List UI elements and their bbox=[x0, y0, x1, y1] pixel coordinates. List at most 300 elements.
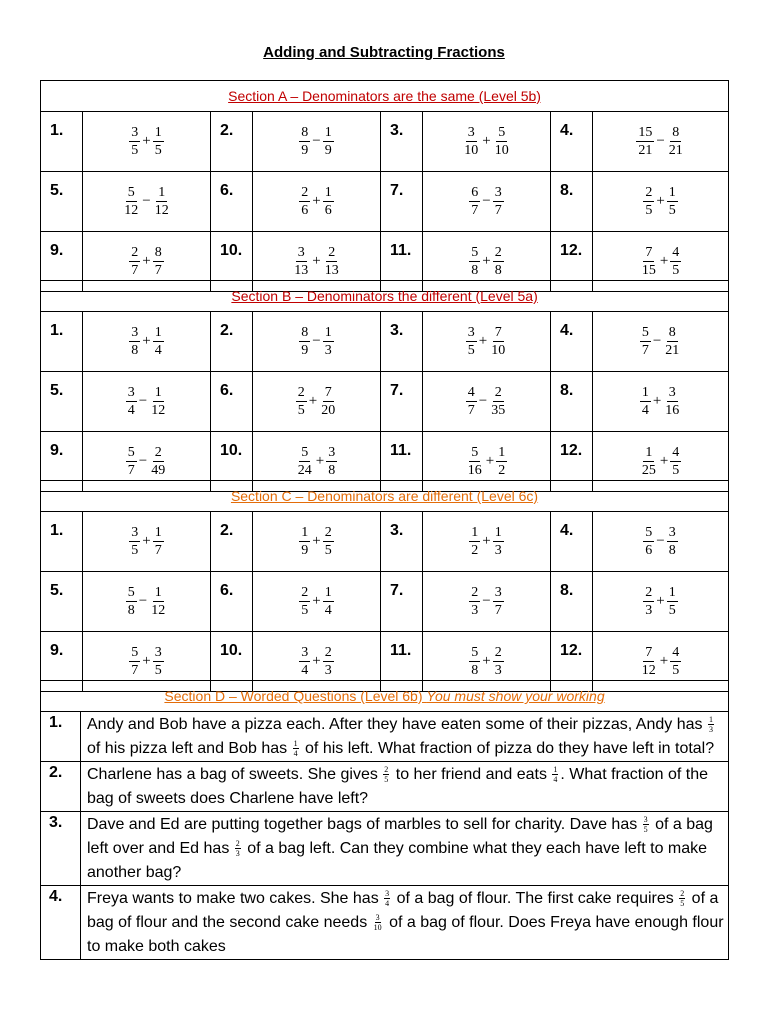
denominator: 12 bbox=[641, 663, 656, 678]
denominator: 13 bbox=[294, 263, 309, 278]
numerator: 1 bbox=[668, 185, 676, 200]
fraction bbox=[469, 245, 480, 278]
problem-number: 3. bbox=[381, 112, 423, 172]
operator: + bbox=[478, 333, 488, 349]
problem-expression bbox=[83, 372, 211, 432]
fraction bbox=[670, 645, 681, 678]
problem-expression bbox=[83, 312, 211, 372]
numerator: 2 bbox=[324, 645, 332, 660]
numerator: 1 bbox=[324, 125, 332, 140]
numerator: 1 bbox=[293, 739, 298, 749]
problem-number: 7. bbox=[381, 572, 423, 632]
section-d-table bbox=[40, 680, 729, 960]
numerator: 5 bbox=[471, 445, 479, 460]
operator: + bbox=[312, 193, 321, 209]
operator: − bbox=[482, 193, 491, 209]
denominator: 3 bbox=[471, 603, 479, 618]
problem-expression bbox=[593, 112, 729, 172]
problem-number: 6. bbox=[211, 572, 253, 632]
operator: − bbox=[312, 333, 321, 349]
fraction bbox=[299, 125, 310, 158]
section-c-table bbox=[40, 480, 729, 692]
numerator: 1 bbox=[645, 445, 653, 460]
section-header: Section B – Denominators the different (Level 5a) bbox=[41, 281, 729, 312]
numerator: 2 bbox=[645, 185, 653, 200]
fraction bbox=[122, 185, 140, 218]
denominator: 49 bbox=[151, 463, 166, 478]
problem-number: 11. bbox=[381, 632, 423, 692]
problem-expression bbox=[593, 172, 729, 232]
numerator: 7 bbox=[645, 645, 653, 660]
denominator: 35 bbox=[491, 403, 506, 418]
operator: + bbox=[312, 253, 321, 269]
operator: + bbox=[482, 653, 491, 669]
problem-number: 9. bbox=[41, 432, 83, 492]
problem-expression bbox=[423, 512, 551, 572]
denominator: 5 bbox=[668, 203, 676, 218]
numerator: 3 bbox=[131, 125, 139, 140]
section-a-table bbox=[40, 80, 729, 292]
numerator: 8 bbox=[672, 125, 680, 140]
operator: + bbox=[312, 653, 321, 669]
fraction bbox=[323, 125, 334, 158]
numerator: 4 bbox=[672, 645, 680, 660]
problem-expression bbox=[83, 512, 211, 572]
numerator: 8 bbox=[301, 325, 309, 340]
numerator: 5 bbox=[127, 585, 135, 600]
problem-number: 4. bbox=[551, 112, 593, 172]
numerator: 1 bbox=[708, 715, 713, 725]
numerator: 2 bbox=[384, 765, 389, 775]
operator: + bbox=[142, 133, 151, 149]
operator: + bbox=[485, 453, 495, 469]
numerator: 6 bbox=[471, 185, 479, 200]
fraction bbox=[469, 185, 480, 218]
operator: + bbox=[659, 253, 669, 269]
problem-number: 1. bbox=[41, 112, 83, 172]
denominator: 3 bbox=[324, 663, 332, 678]
numerator: 3 bbox=[301, 645, 309, 660]
fraction bbox=[636, 125, 654, 158]
denominator: 21 bbox=[668, 143, 683, 158]
fraction bbox=[667, 585, 678, 618]
numerator: 8 bbox=[301, 125, 309, 140]
fraction bbox=[126, 385, 137, 418]
problem-expression bbox=[593, 312, 729, 372]
fraction bbox=[129, 525, 140, 558]
problem-number: 1. bbox=[41, 512, 83, 572]
denominator: 6 bbox=[324, 203, 332, 218]
denominator: 3 bbox=[494, 543, 502, 558]
denominator: 12 bbox=[124, 203, 139, 218]
question-text: Andy and Bob have a pizza each. After they have eaten some of their pizzas, Andy has $\frac{1}{3}$ of his pizza left and Bob has $\frac{1}{4}$ of his left. What fraction of pizza do they have left in total? bbox=[81, 712, 729, 762]
fraction bbox=[667, 125, 685, 158]
denominator: 9 bbox=[301, 343, 309, 358]
denominator: 5 bbox=[680, 899, 685, 909]
problem-expression bbox=[423, 172, 551, 232]
problem-number: 2. bbox=[211, 512, 253, 572]
numerator: 2 bbox=[680, 889, 685, 899]
fraction bbox=[643, 185, 654, 218]
numerator: 7 bbox=[645, 245, 653, 260]
fraction bbox=[149, 385, 167, 418]
denominator: 4 bbox=[154, 343, 162, 358]
numerator: 1 bbox=[301, 525, 309, 540]
numerator: 3 bbox=[385, 889, 390, 899]
denominator: 8 bbox=[471, 663, 479, 678]
denominator: 21 bbox=[665, 343, 680, 358]
fraction bbox=[126, 585, 137, 618]
fraction bbox=[323, 245, 341, 278]
denominator: 5 bbox=[297, 403, 305, 418]
denominator: 7 bbox=[471, 203, 479, 218]
numerator: 3 bbox=[375, 913, 380, 923]
denominator: 5 bbox=[131, 543, 139, 558]
problem-number: 4. bbox=[551, 312, 593, 372]
problem-number: 8. bbox=[551, 372, 593, 432]
numerator: 3 bbox=[467, 325, 475, 340]
fraction bbox=[493, 185, 504, 218]
operator: − bbox=[312, 133, 321, 149]
problem-number: 2. bbox=[211, 312, 253, 372]
fraction bbox=[126, 445, 137, 478]
denominator: 3 bbox=[324, 343, 332, 358]
problem-number: 10. bbox=[211, 632, 253, 692]
denominator: 4 bbox=[301, 663, 309, 678]
page-title: Adding and Subtracting Fractions bbox=[263, 44, 505, 61]
problem-expression bbox=[423, 112, 551, 172]
denominator: 7 bbox=[467, 403, 475, 418]
problem-number: 10. bbox=[211, 432, 253, 492]
problem-expression bbox=[253, 112, 381, 172]
problem-number: 10. bbox=[211, 232, 253, 292]
numerator: 2 bbox=[494, 245, 502, 260]
fraction bbox=[153, 185, 171, 218]
fraction bbox=[129, 645, 140, 678]
denominator: 5 bbox=[154, 663, 162, 678]
operator: + bbox=[142, 653, 151, 669]
denominator: 5 bbox=[467, 343, 475, 358]
fraction bbox=[383, 765, 389, 784]
denominator: 5 bbox=[668, 603, 676, 618]
problem-number: 9. bbox=[41, 632, 83, 692]
denominator: 3 bbox=[645, 603, 653, 618]
fraction bbox=[319, 385, 337, 418]
question-number: 1. bbox=[41, 712, 81, 762]
denominator: 9 bbox=[301, 543, 309, 558]
denominator: 12 bbox=[151, 403, 166, 418]
denominator: 8 bbox=[494, 263, 502, 278]
denominator: 2 bbox=[471, 543, 479, 558]
fraction bbox=[670, 245, 681, 278]
fraction bbox=[640, 385, 651, 418]
denominator: 7 bbox=[127, 463, 135, 478]
problem-expression bbox=[83, 572, 211, 632]
operator: − bbox=[142, 193, 151, 209]
problem-number: 5. bbox=[41, 372, 83, 432]
question-text: Charlene has a bag of sweets. She gives $\frac{2}{5}$ to her friend and eats $\frac{1}{4}$ . What fraction of the bag of sweets does Charlene have left? bbox=[81, 762, 729, 812]
denominator: 7 bbox=[494, 603, 502, 618]
fraction bbox=[299, 585, 310, 618]
denominator: 7 bbox=[154, 263, 162, 278]
fraction bbox=[129, 125, 140, 158]
numerator: 5 bbox=[131, 645, 139, 660]
numerator: 3 bbox=[127, 385, 135, 400]
denominator: 4 bbox=[641, 403, 649, 418]
numerator: 5 bbox=[498, 125, 506, 140]
problem-number: 9. bbox=[41, 232, 83, 292]
fraction bbox=[493, 645, 504, 678]
numerator: 4 bbox=[672, 245, 680, 260]
numerator: 1 bbox=[154, 325, 162, 340]
problem-number: 3. bbox=[381, 512, 423, 572]
fraction bbox=[129, 245, 140, 278]
numerator: 5 bbox=[301, 445, 309, 460]
fraction bbox=[640, 245, 658, 278]
problem-number: 7. bbox=[381, 372, 423, 432]
question-row bbox=[41, 762, 729, 812]
fraction bbox=[296, 445, 314, 478]
question-number: 4. bbox=[41, 886, 81, 960]
operator: + bbox=[656, 193, 665, 209]
numerator: 1 bbox=[324, 325, 332, 340]
denominator: 5 bbox=[324, 543, 332, 558]
problem-row bbox=[41, 112, 729, 172]
question-text: Dave and Ed are putting together bags of marbles to sell for charity. Dave has $\frac{3}{5}$ of a bag left over and Ed has $\frac{2}{3}$ of a bag left. Can they combine what they each have left to make another bag? bbox=[81, 812, 729, 886]
problem-number: 12. bbox=[551, 432, 593, 492]
numerator: 1 bbox=[494, 525, 502, 540]
numerator: 1 bbox=[471, 525, 479, 540]
problem-number: 6. bbox=[211, 372, 253, 432]
operator: + bbox=[482, 533, 491, 549]
numerator: 1 bbox=[154, 585, 162, 600]
fraction bbox=[153, 125, 164, 158]
fraction bbox=[293, 739, 299, 758]
problem-number: 1. bbox=[41, 312, 83, 372]
fraction bbox=[466, 445, 484, 478]
numerator: 3 bbox=[494, 585, 502, 600]
operator: − bbox=[138, 393, 148, 409]
numerator: 3 bbox=[131, 325, 139, 340]
operator: − bbox=[478, 393, 488, 409]
denominator: 10 bbox=[373, 923, 382, 933]
denominator: 10 bbox=[491, 343, 506, 358]
denominator: 16 bbox=[467, 463, 482, 478]
numerator: 1 bbox=[553, 765, 558, 775]
denominator: 7 bbox=[154, 543, 162, 558]
denominator: 5 bbox=[672, 663, 680, 678]
numerator: 1 bbox=[154, 125, 162, 140]
numerator: 2 bbox=[297, 385, 305, 400]
fraction bbox=[323, 585, 334, 618]
denominator: 10 bbox=[494, 143, 509, 158]
problem-row bbox=[41, 572, 729, 632]
question-row bbox=[41, 886, 729, 960]
problem-expression bbox=[253, 512, 381, 572]
fraction bbox=[670, 445, 681, 478]
problem-row bbox=[41, 512, 729, 572]
fraction bbox=[643, 815, 649, 834]
denominator: 12 bbox=[154, 203, 169, 218]
problem-expression bbox=[593, 372, 729, 432]
denominator: 13 bbox=[324, 263, 339, 278]
problem-number: 12. bbox=[551, 232, 593, 292]
problem-expression bbox=[83, 172, 211, 232]
operator: + bbox=[656, 593, 665, 609]
problem-number: 7. bbox=[381, 172, 423, 232]
problem-number: 12. bbox=[551, 632, 593, 692]
numerator: 2 bbox=[494, 645, 502, 660]
denominator: 3 bbox=[494, 663, 502, 678]
denominator: 6 bbox=[301, 203, 309, 218]
denominator: 5 bbox=[384, 775, 389, 785]
operator: + bbox=[652, 393, 662, 409]
fraction bbox=[299, 525, 310, 558]
fraction bbox=[493, 585, 504, 618]
operator: − bbox=[652, 333, 662, 349]
fraction bbox=[235, 839, 241, 858]
denominator: 8 bbox=[127, 603, 135, 618]
problem-expression bbox=[423, 572, 551, 632]
fraction bbox=[299, 325, 310, 358]
numerator: 8 bbox=[154, 245, 162, 260]
fraction bbox=[493, 125, 511, 158]
denominator: 10 bbox=[464, 143, 479, 158]
numerator: 3 bbox=[154, 645, 162, 660]
numerator: 7 bbox=[324, 385, 332, 400]
numerator: 2 bbox=[494, 385, 502, 400]
denominator: 7 bbox=[131, 663, 139, 678]
denominator: 3 bbox=[708, 725, 713, 735]
denominator: 9 bbox=[324, 143, 332, 158]
fraction bbox=[466, 385, 477, 418]
section-d-title: Section D – Worded Questions (Level 6b) bbox=[164, 688, 427, 704]
denominator: 5 bbox=[131, 143, 139, 158]
numerator: 3 bbox=[643, 815, 648, 825]
numerator: 2 bbox=[645, 585, 653, 600]
fraction bbox=[373, 913, 383, 932]
numerator: 2 bbox=[324, 525, 332, 540]
numerator: 3 bbox=[668, 385, 676, 400]
denominator: 5 bbox=[643, 825, 648, 835]
numerator: 5 bbox=[641, 325, 649, 340]
numerator: 15 bbox=[638, 125, 653, 140]
problem-expression bbox=[423, 312, 551, 372]
section-header bbox=[41, 681, 729, 712]
numerator: 3 bbox=[668, 525, 676, 540]
numerator: 2 bbox=[328, 245, 336, 260]
problem-number: 8. bbox=[551, 572, 593, 632]
denominator: 3 bbox=[235, 849, 240, 859]
denominator: 25 bbox=[641, 463, 656, 478]
numerator: 3 bbox=[494, 185, 502, 200]
section-header: Section A – Denominators are the same (Level 5b) bbox=[41, 81, 729, 112]
fraction bbox=[153, 525, 164, 558]
question-text: Freya wants to make two cakes. She has $\frac{3}{4}$ of a bag of flour. The first cake requires $\frac{2}{5}$ of a bag of flour and the second cake needs $\frac{3}{10}$ of a bag of flour. Does Freya have enough flour to make both cakes bbox=[81, 886, 729, 960]
fraction bbox=[466, 325, 477, 358]
operator: + bbox=[312, 593, 321, 609]
fraction bbox=[384, 889, 390, 908]
numerator: 2 bbox=[235, 839, 240, 849]
fraction bbox=[640, 645, 658, 678]
denominator: 8 bbox=[668, 543, 676, 558]
problem-number: 11. bbox=[381, 232, 423, 292]
fraction bbox=[299, 645, 310, 678]
operator: + bbox=[482, 133, 491, 149]
numerator: 5 bbox=[471, 245, 479, 260]
denominator: 8 bbox=[471, 263, 479, 278]
problem-expression bbox=[83, 112, 211, 172]
numerator: 4 bbox=[672, 445, 680, 460]
problem-row bbox=[41, 372, 729, 432]
fraction bbox=[489, 385, 507, 418]
denominator: 24 bbox=[297, 463, 312, 478]
numerator: 3 bbox=[131, 525, 139, 540]
fraction bbox=[640, 445, 658, 478]
numerator: 1 bbox=[668, 585, 676, 600]
operator: + bbox=[308, 393, 318, 409]
denominator: 4 bbox=[324, 603, 332, 618]
section-header: Section C – Denominators are different (Level 6c) bbox=[41, 481, 729, 512]
numerator: 2 bbox=[471, 585, 479, 600]
fraction bbox=[708, 715, 714, 734]
operator: + bbox=[142, 533, 151, 549]
fraction bbox=[149, 585, 167, 618]
operator: + bbox=[659, 653, 669, 669]
fraction bbox=[323, 325, 334, 358]
fraction bbox=[496, 445, 507, 478]
problem-number: 2. bbox=[211, 112, 253, 172]
fraction bbox=[153, 245, 164, 278]
denominator: 5 bbox=[672, 463, 680, 478]
numerator: 3 bbox=[467, 125, 475, 140]
numerator: 2 bbox=[301, 185, 309, 200]
denominator: 8 bbox=[131, 343, 139, 358]
operator: + bbox=[659, 453, 669, 469]
operator: − bbox=[656, 133, 665, 149]
fraction bbox=[469, 585, 480, 618]
numerator: 3 bbox=[297, 245, 305, 260]
fraction bbox=[292, 245, 310, 278]
denominator: 12 bbox=[151, 603, 166, 618]
fraction bbox=[153, 645, 164, 678]
fraction bbox=[323, 525, 334, 558]
problem-number: 6. bbox=[211, 172, 253, 232]
fraction bbox=[640, 325, 651, 358]
fraction bbox=[643, 585, 654, 618]
operator: − bbox=[482, 593, 491, 609]
fraction bbox=[489, 325, 507, 358]
denominator: 7 bbox=[494, 203, 502, 218]
numerator: 3 bbox=[328, 445, 336, 460]
denominator: 4 bbox=[385, 899, 390, 909]
fraction bbox=[679, 889, 685, 908]
operator: + bbox=[142, 253, 151, 269]
fraction bbox=[153, 325, 164, 358]
problem-expression bbox=[253, 572, 381, 632]
question-row bbox=[41, 712, 729, 762]
denominator: 5 bbox=[645, 203, 653, 218]
numerator: 5 bbox=[471, 645, 479, 660]
fraction bbox=[326, 445, 337, 478]
numerator: 1 bbox=[324, 185, 332, 200]
fraction bbox=[296, 385, 307, 418]
denominator: 5 bbox=[301, 603, 309, 618]
fraction bbox=[663, 325, 681, 358]
problem-row bbox=[41, 172, 729, 232]
numerator: 5 bbox=[645, 525, 653, 540]
section-b-table bbox=[40, 280, 729, 492]
